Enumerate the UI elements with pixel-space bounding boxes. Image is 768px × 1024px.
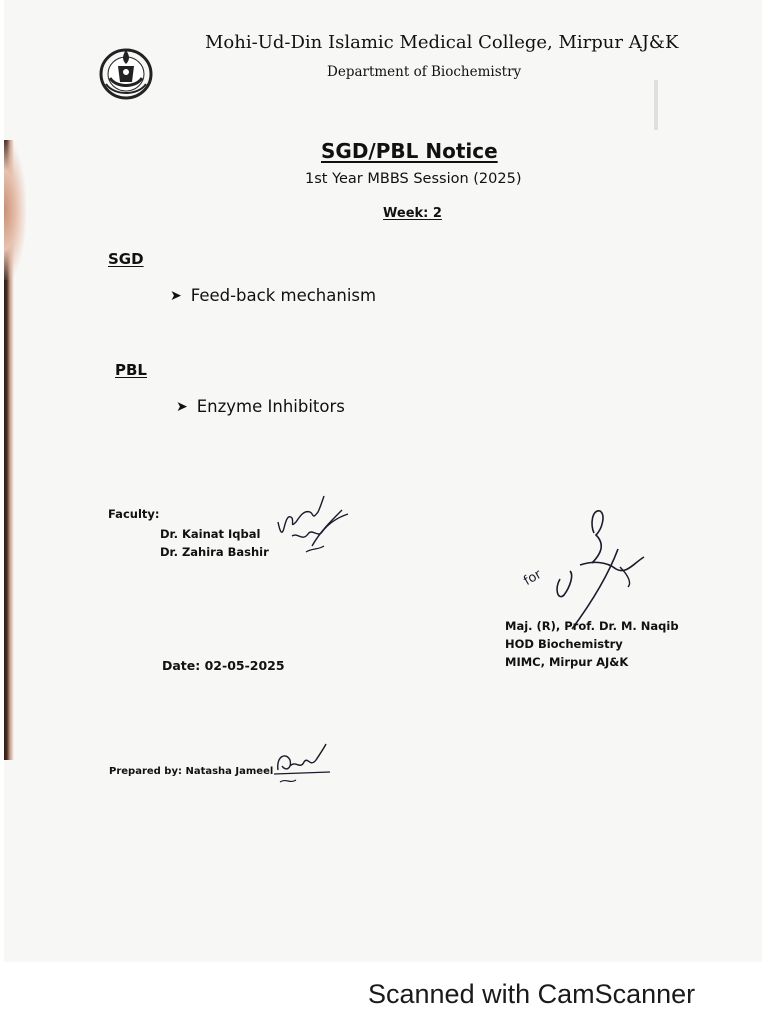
hod-institution: MIMC, Mirpur AJ&K — [505, 655, 629, 669]
notice-date: Date: 02-05-2025 — [162, 658, 285, 673]
camscanner-watermark: Scanned with CamScanner — [368, 979, 696, 1009]
faculty-member: Dr. Kainat Iqbal — [160, 527, 261, 541]
arrow-bullet-icon: ➤ — [176, 398, 188, 415]
hod-signature — [520, 505, 652, 631]
arrow-bullet-icon: ➤ — [170, 287, 182, 304]
hod-name: Maj. (R), Prof. Dr. M. Naqib — [505, 619, 679, 633]
college-crest-icon — [98, 44, 154, 102]
faculty-member: Dr. Zahira Bashir — [160, 545, 269, 559]
hod-title: HOD Biochemistry — [505, 637, 623, 651]
prepared-by: Prepared by: Natasha Jameel — [109, 766, 274, 777]
sgd-heading: SGD — [108, 250, 144, 268]
sgd-topic-item — [170, 286, 376, 305]
sgd-topic-text: Feed-back mechanism — [190, 286, 377, 305]
faculty-label: Faculty: — [108, 507, 160, 521]
pbl-topic-item — [176, 397, 345, 416]
faculty-signature — [272, 492, 356, 562]
week-label: Week: 2 — [383, 206, 442, 221]
preparer-signature — [270, 742, 332, 790]
pbl-topic-text: Enzyme Inhibitors — [196, 397, 345, 416]
svg-text:for: for — [521, 567, 545, 589]
notice-title: SGD/PBL Notice — [321, 139, 498, 163]
scan-speck — [654, 80, 658, 130]
college-name: Mohi-Ud-Din Islamic Medical College, Mirpur AJ&K — [205, 32, 679, 53]
session-label: 1st Year MBBS Session (2025) — [305, 171, 522, 187]
scan-finger-shadow — [4, 140, 26, 280]
department-name: Department of Biochemistry — [327, 64, 522, 80]
pbl-heading: PBL — [115, 361, 147, 379]
